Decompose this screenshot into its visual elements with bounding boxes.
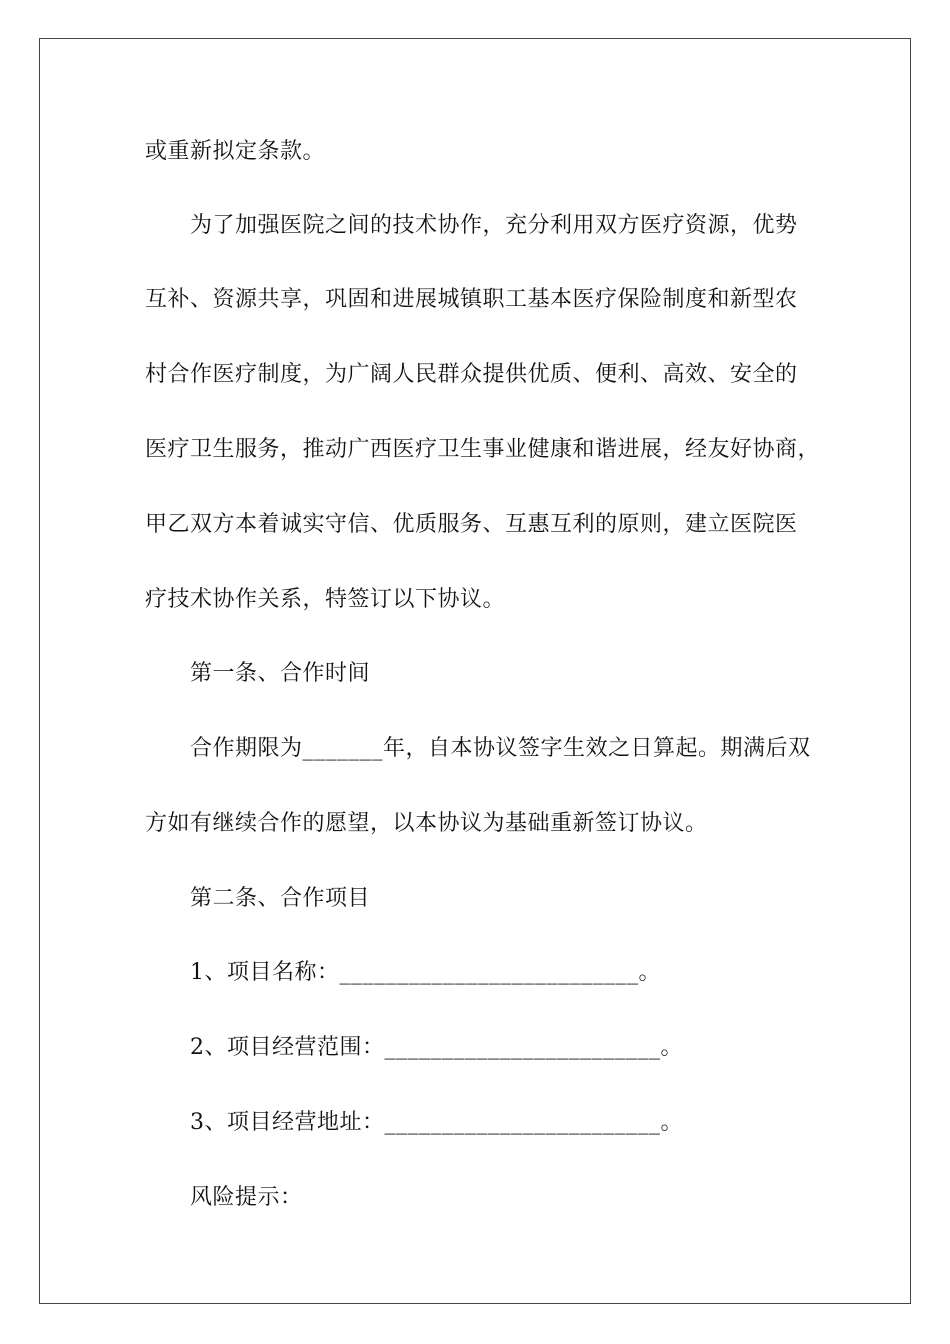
section-heading: 风险提示： bbox=[190, 1185, 303, 1210]
paragraph-line: 医疗卫生服务，推动广西医疗卫生事业健康和谐进展，经友好协商， bbox=[145, 437, 821, 462]
paragraph-line: 为了加强医院之间的技术协作，充分利用双方医疗资源，优势 bbox=[190, 213, 798, 238]
paragraph-line: 合作期限为_______年，自本协议签字生效之日算起。期满后双 bbox=[190, 736, 811, 761]
section-heading: 第二条、合作项目 bbox=[190, 886, 371, 911]
paragraph-line: 疗技术协作关系，特签订以下协议。 bbox=[145, 587, 506, 612]
list-item: 1、项目名称：__________________________。 bbox=[190, 960, 661, 985]
paragraph-line: 互补、资源共享，巩固和进展城镇职工基本医疗保险制度和新型农 bbox=[145, 287, 798, 312]
paragraph-line: 村合作医疗制度，为广阔人民群众提供优质、便利、高效、安全的 bbox=[145, 362, 798, 387]
list-item: 2、项目经营范围：________________________。 bbox=[190, 1035, 683, 1060]
list-item: 3、项目经营地址：________________________。 bbox=[190, 1110, 683, 1135]
paragraph-line: 方如有继续合作的愿望，以本协议为基础重新签订协议。 bbox=[145, 811, 708, 836]
section-heading: 第一条、合作时间 bbox=[190, 661, 371, 686]
paragraph-line: 甲乙双方本着诚实守信、优质服务、互惠互利的原则，建立医院医 bbox=[145, 512, 798, 537]
paragraph-line: 或重新拟定条款。 bbox=[145, 139, 326, 164]
